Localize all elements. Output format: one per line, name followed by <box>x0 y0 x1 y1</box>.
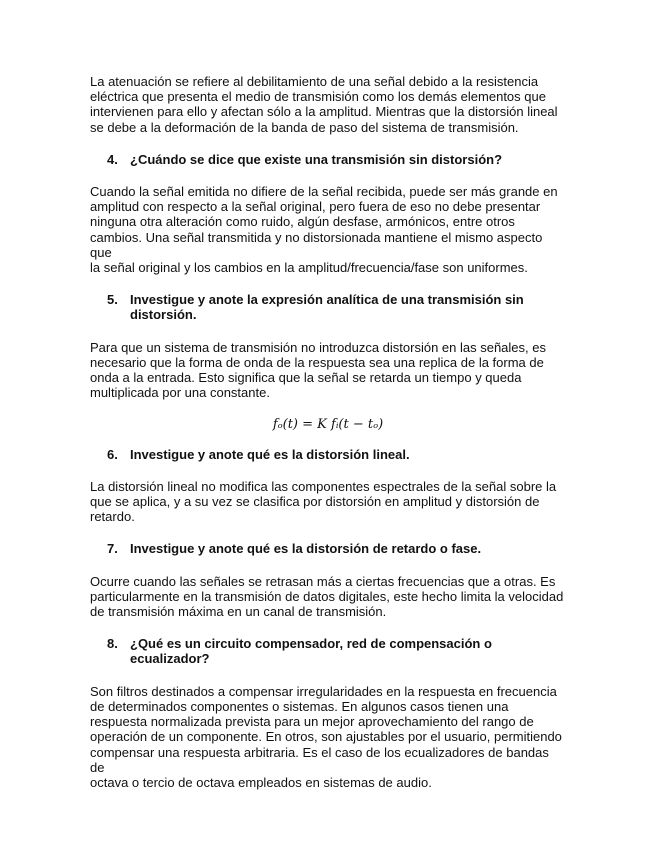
question-number: 6. <box>107 446 118 462</box>
formula-no-distortion: fₒ(t) = K fᵢ(t − tₒ) <box>272 417 384 433</box>
question-number: 4. <box>107 151 118 167</box>
question-number: 8. <box>107 636 118 652</box>
question-text: ¿Cuándo se dice que existe una transmisión sin distorsión? <box>130 151 503 167</box>
question-4 <box>90 152 566 167</box>
paragraph-analytic-expression: Para que un sistema de transmisión no introduzca distorsión en las señales, es necesario que la forma de onda de la respuesta sea una replica de la forma de onda a la entrada. Esto significa que la señal se retarda un tiempo y queda multiplicada por una constante. <box>90 339 546 401</box>
paragraph-equalizer: Son filtros destinados a compensar irregularidades en la respuesta en frecuencia de determinados componentes o sistemas. En algunos casos tienen una respuesta normalizada prevista para un mejor aprovechamiento del rango de operación de un componente. En otros, son ajustables por el usuario, permitiendo compensar una respuesta arbitraria. Es el caso de los ecualizadores de bandas de octava o tercio de octava empleados en sistemas de audio. <box>90 683 562 790</box>
question-text: Investigue y anote la expresión analítica de una transmisión sin distorsión. <box>130 292 524 323</box>
paragraph-linear-distortion: La distorsión lineal no modifica las componentes espectrales de la señal sobre la que se aplica, y a su vez se clasifica por distorsión en amplitud y distorsión de retardo. <box>90 478 557 525</box>
question-7 <box>90 541 566 556</box>
paragraph-delay-distortion: Ocurre cuando las señales se retrasan más a ciertas frecuencias que a otras. Es particularmente en la transmisión de datos digitales, este hecho limita la velocidad de transmisión máxima en un canal de transmisión. <box>90 573 564 620</box>
question-8 <box>90 636 566 666</box>
question-number: 7. <box>107 541 118 557</box>
document-page <box>90 74 566 807</box>
paragraph-no-distortion: Cuando la señal emitida no difiere de la señal recibida, puede ser más grande en amplitud con respecto a la señal original, pero fuera de eso no debe presentar ninguna otra alteración como ruido, algún desfase, armónicos, entre otros cambios. Una señal transmitida y no distorsionada mantiene el mismo aspecto que la señal original y los cambios en la amplitud/frecuencia/fase son uniformes. <box>90 184 558 276</box>
question-text: ¿Qué es un circuito compensador, red de compensación o ecualizador? <box>130 636 492 667</box>
question-6 <box>90 447 566 462</box>
question-5 <box>90 292 566 322</box>
question-text: Investigue y anote qué es la distorsión de retardo o fase. <box>130 541 482 557</box>
paragraph-attenuation: La atenuación se refiere al debilitamiento de una señal debido a la resistencia eléctrica que presenta el medio de transmisión como los demás elementos que intervienen para ello y afectan sólo a la amplitud. Mientras que la distorsión lineal se debe a la deformación de la banda de paso del sistema de transmisión. <box>90 74 558 135</box>
question-number: 5. <box>107 292 118 308</box>
question-text: Investigue y anote qué es la distorsión lineal. <box>130 446 410 462</box>
